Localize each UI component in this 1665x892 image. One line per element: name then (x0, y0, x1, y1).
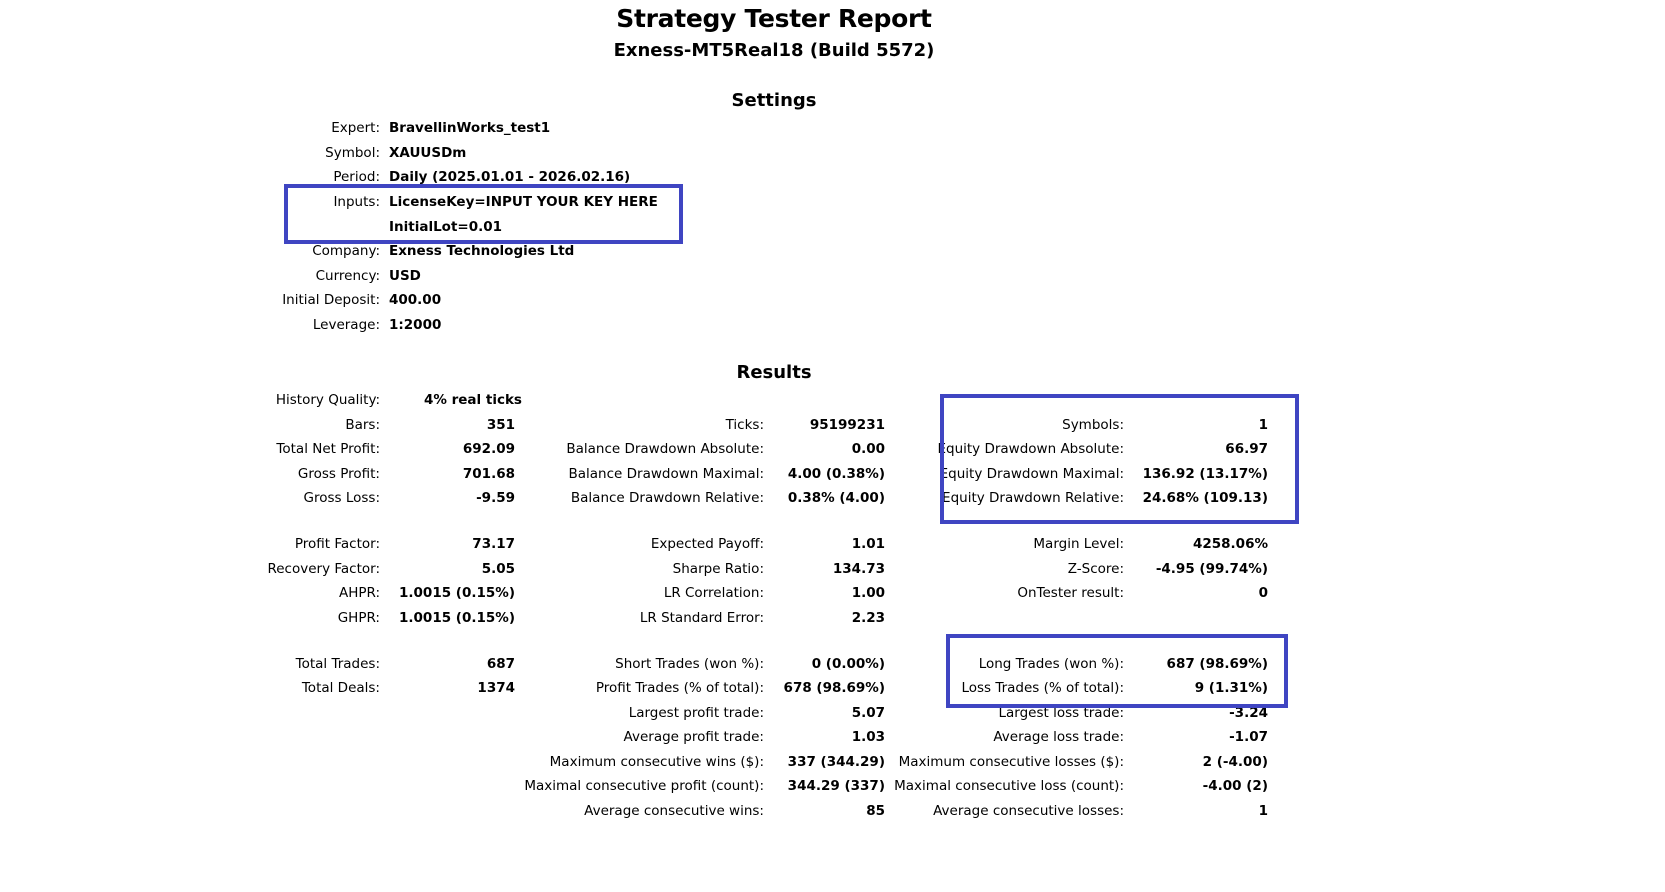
result-label: Total Trades: (295, 656, 380, 672)
result-label: Ticks: (725, 417, 764, 433)
result-label: Maximal consecutive profit (count): (524, 778, 764, 794)
settings-value: Exness Technologies Ltd (389, 243, 575, 259)
result-label: GHPR: (337, 610, 380, 626)
result-value: 24.68% (109.13) (1142, 490, 1268, 506)
settings-label: Expert: (331, 120, 380, 136)
result-value: 701.68 (462, 466, 515, 482)
result-value: 0.38% (4.00) (787, 490, 885, 506)
result-value: -4.00 (2) (1202, 778, 1268, 794)
result-label: Balance Drawdown Absolute: (566, 441, 764, 457)
result-label: LR Standard Error: (639, 610, 764, 626)
result-value: 344.29 (337) (787, 778, 885, 794)
settings-value: InitialLot=0.01 (389, 219, 503, 235)
result-value: 692.09 (462, 441, 515, 457)
result-label: Average profit trade: (623, 729, 764, 745)
report-subtitle: Exness-MT5Real18 (Build 5572) (613, 40, 935, 61)
result-label: Bars: (345, 417, 380, 433)
settings-value: XAUUSDm (389, 145, 467, 161)
result-label: Equity Drawdown Absolute: (937, 441, 1124, 457)
settings-section-title: Settings (731, 90, 817, 111)
result-value: 2.23 (851, 610, 885, 626)
result-value: 5.07 (851, 705, 885, 721)
result-label: Symbols: (1062, 417, 1124, 433)
result-label: Loss Trades (% of total): (961, 680, 1124, 696)
result-value: -3.24 (1229, 705, 1268, 721)
result-label: Profit Factor: (294, 536, 380, 552)
result-value: 2 (-4.00) (1202, 754, 1268, 770)
result-value: 5.05 (481, 561, 515, 577)
settings-value: BravellinWorks_test1 (389, 120, 551, 136)
result-value: 678 (98.69%) (783, 680, 885, 696)
result-label: Expected Payoff: (650, 536, 764, 552)
result-value: 687 (486, 656, 515, 672)
result-value: 0.00 (851, 441, 885, 457)
result-value: 134.73 (832, 561, 885, 577)
settings-label: Currency: (315, 268, 380, 284)
result-value: 73.17 (472, 536, 515, 552)
result-value: -9.59 (476, 490, 515, 506)
result-value: 687 (98.69%) (1166, 656, 1268, 672)
result-label: Maximum consecutive losses ($): (898, 754, 1124, 770)
result-label: Short Trades (won %): (615, 656, 764, 672)
result-value: 95199231 (809, 417, 885, 433)
result-label: Long Trades (won %): (978, 656, 1124, 672)
result-label: Average consecutive losses: (933, 803, 1124, 819)
result-value: 337 (344.29) (787, 754, 885, 770)
result-label: Average loss trade: (993, 729, 1124, 745)
result-label: Total Deals: (301, 680, 380, 696)
result-label: Total Net Profit: (276, 441, 380, 457)
settings-value: 400.00 (389, 292, 442, 308)
settings-label: Company: (312, 243, 380, 259)
result-value: 1.01 (851, 536, 885, 552)
result-value: 1.0015 (0.15%) (399, 610, 515, 626)
result-label: AHPR: (338, 585, 380, 601)
result-label: Maximum consecutive wins ($): (549, 754, 764, 770)
settings-label: Symbol: (325, 145, 380, 161)
result-value: 1.0015 (0.15%) (399, 585, 515, 601)
result-label: LR Correlation: (663, 585, 764, 601)
result-label: Profit Trades (% of total): (595, 680, 764, 696)
result-value: 0 (1258, 585, 1268, 601)
result-label: History Quality: (275, 392, 380, 408)
results-section-title: Results (736, 362, 812, 383)
result-value: 85 (866, 803, 885, 819)
result-value: 4% real ticks (424, 392, 522, 408)
result-label: Gross Loss: (303, 490, 380, 506)
result-label: Largest loss trade: (998, 705, 1124, 721)
settings-value: 1:2000 (389, 317, 442, 333)
result-value: 1.03 (851, 729, 885, 745)
result-label: Maximal consecutive loss (count): (894, 778, 1124, 794)
result-value: -1.07 (1229, 729, 1268, 745)
result-label: Sharpe Ratio: (672, 561, 764, 577)
result-label: Z-Score: (1067, 561, 1124, 577)
result-label: Equity Drawdown Relative: (942, 490, 1124, 506)
result-value: 9 (1.31%) (1194, 680, 1268, 696)
result-value: 351 (486, 417, 515, 433)
result-value: 136.92 (13.17%) (1142, 466, 1268, 482)
settings-label: Leverage: (312, 317, 380, 333)
result-value: 0 (0.00%) (811, 656, 885, 672)
result-value: 1374 (477, 680, 515, 696)
result-value: 66.97 (1225, 441, 1268, 457)
settings-value: Daily (2025.01.01 - 2026.02.16) (389, 169, 631, 185)
result-label: OnTester result: (1017, 585, 1124, 601)
result-label: Largest profit trade: (628, 705, 764, 721)
result-value: -4.95 (99.74%) (1155, 561, 1268, 577)
settings-label: Period: (333, 169, 380, 185)
result-value: 1.00 (851, 585, 885, 601)
settings-value: USD (389, 268, 421, 284)
result-label: Balance Drawdown Relative: (570, 490, 764, 506)
settings-value: LicenseKey=INPUT YOUR KEY HERE (389, 194, 658, 210)
result-label: Recovery Factor: (267, 561, 380, 577)
result-label: Average consecutive wins: (584, 803, 764, 819)
result-label: Margin Level: (1033, 536, 1124, 552)
result-label: Balance Drawdown Maximal: (568, 466, 764, 482)
report-title: Strategy Tester Report (616, 4, 932, 33)
settings-label: Inputs: (333, 194, 380, 210)
result-value: 1 (1258, 803, 1268, 819)
result-value: 1 (1258, 417, 1268, 433)
result-value: 4258.06% (1192, 536, 1268, 552)
result-value: 4.00 (0.38%) (787, 466, 885, 482)
result-label: Equity Drawdown Maximal: (939, 466, 1124, 482)
settings-label: Initial Deposit: (282, 292, 380, 308)
result-label: Gross Profit: (297, 466, 380, 482)
